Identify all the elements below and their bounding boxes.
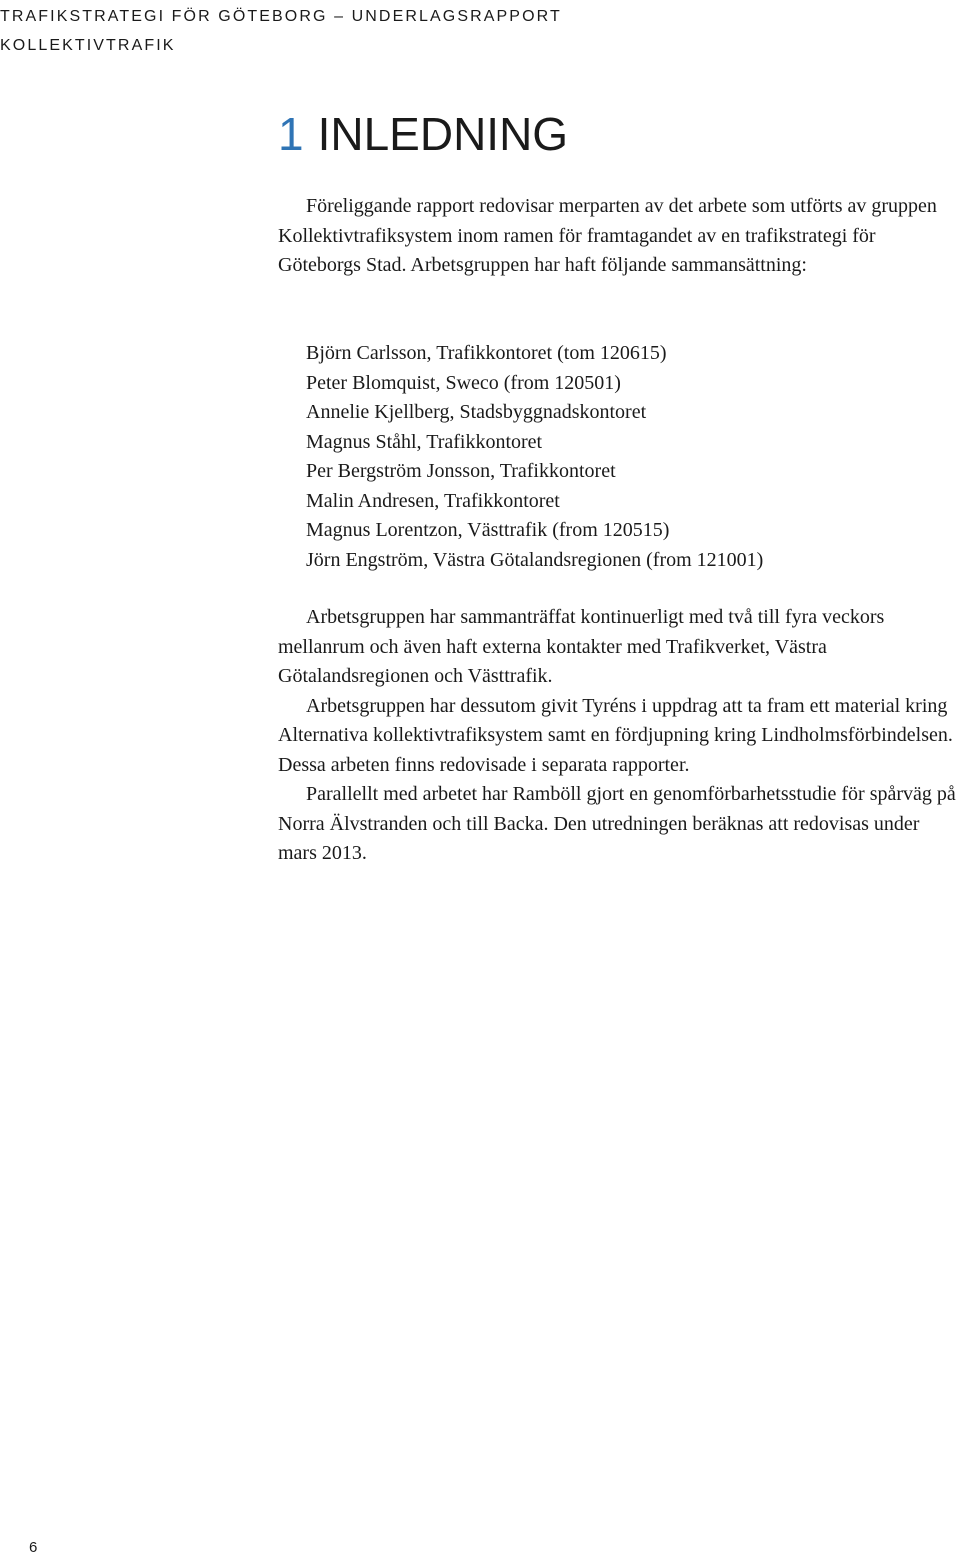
closing-paragraphs <box>278 603 960 869</box>
list-item: Jörn Engström, Västra Götalandsregionen (from 121001) <box>306 548 764 571</box>
list-item: Björn Carlsson, Trafikkontoret (tom 120615) <box>306 342 667 364</box>
page-number: 6 <box>29 1539 38 1556</box>
intro-paragraph: Föreliggande rapport redovisar merparten av det arbete som utförts av gruppen Kollektivtrafiksystem inom ramen för framtagandet av en trafikstrategi för Göteborgs Stad. Arbetsgruppen har haft följande sammansättning: <box>278 195 937 276</box>
chapter-heading: INLEDNING <box>317 108 569 160</box>
paragraph-ramboll: Parallellt med arbetet har Ramböll gjort en genomförbarhetsstudie för spårväg på Norra Älvstranden och till Backa. Den utredningen beräknas att redovisas under mars 2013. <box>278 783 956 864</box>
list-item: Peter Blomquist, Sweco (from 120501) <box>306 371 621 394</box>
paragraph-meetings: Arbetsgruppen har sammanträffat kontinuerligt med två till fyra veckors mellanrum och även haft externa kontakter med Trafikverket, Västra Götalandsregionen och Västtrafik. <box>278 606 885 687</box>
header-report-title: TRAFIKSTRATEGI FÖR GÖTEBORG – UNDERLAGSRAPPORT <box>0 8 562 25</box>
list-item: Annelie Kjellberg, Stadsbyggnadskontoret <box>306 401 647 423</box>
header-section-title: KOLLEKTIVTRAFIK <box>0 37 176 54</box>
list-item: Per Bergström Jonsson, Trafikkontoret <box>306 460 616 482</box>
list-item: Magnus Ståhl, Trafikkontoret <box>306 430 543 453</box>
chapter-title <box>278 104 568 164</box>
paragraph-tyrens: Arbetsgruppen har dessutom givit Tyréns i uppdrag att ta fram ett material kring Alternativa kollektivtrafiksystem samt en fördjupning kring Lindholmsförbindelsen. Dessa arbeten finns redovisade i separata rapporter. <box>278 694 953 776</box>
list-item: Magnus Lorentzon, Västtrafik (from 120515) <box>306 519 670 541</box>
chapter-number: 1 <box>278 108 304 160</box>
intro-block <box>278 192 960 281</box>
member-list <box>306 339 763 575</box>
list-item: Malin Andresen, Trafikkontoret <box>306 489 560 512</box>
running-header <box>0 2 562 60</box>
